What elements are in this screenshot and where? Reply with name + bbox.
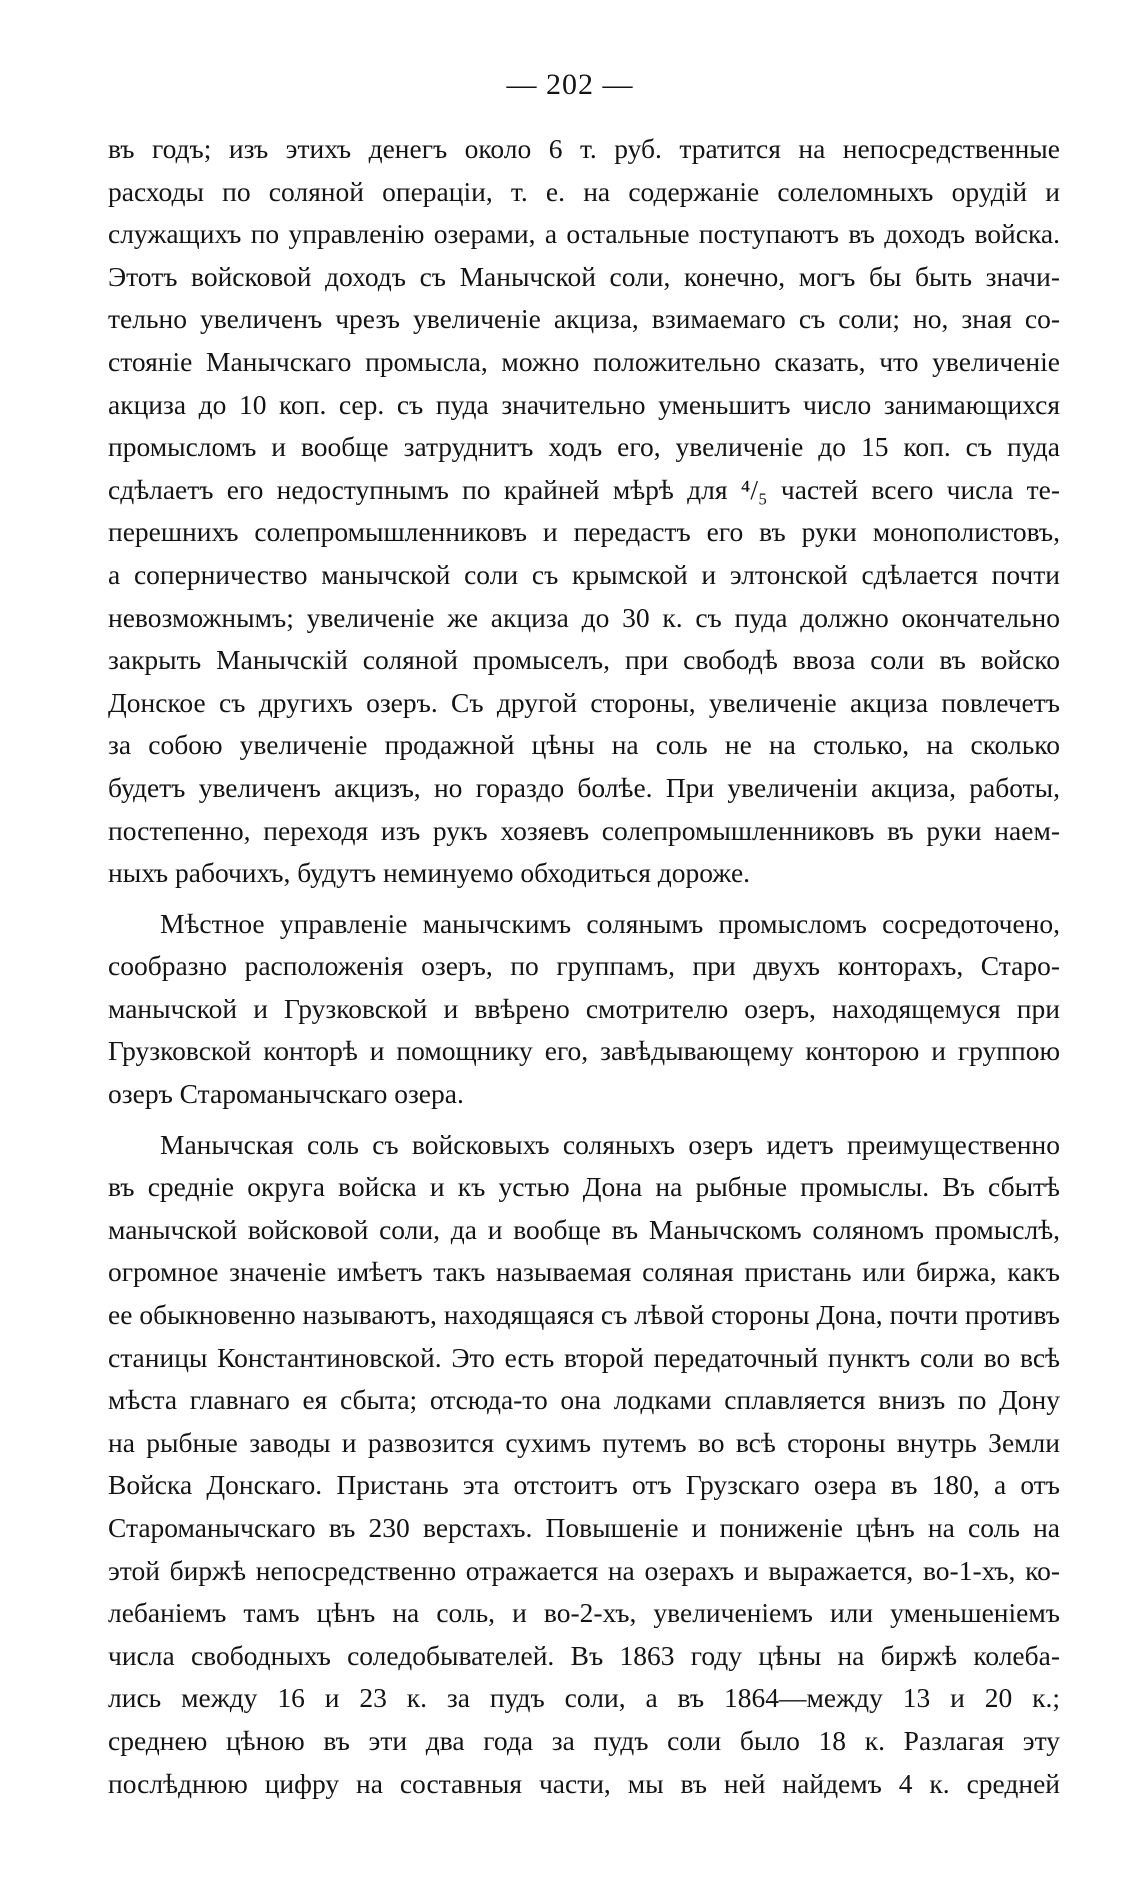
text-line: стояніе Манычскаго промысла, можно положительно сказать, что увеличеніе — [108, 345, 1060, 377]
text-line: Манычская соль съ войсковыхъ соляныхъ озеръ идетъ преимущественно — [160, 1128, 1060, 1160]
text-line: закрыть Манычскій соляной промыселъ, при свободѣ ввоза соли въ войско — [108, 644, 1060, 676]
text-line: огромное значеніе имѣетъ такъ называемая соляная пристань или биржа, какъ — [108, 1256, 1060, 1288]
text-line: служащихъ по управленію озерами, а остальные поступаютъ въ доходъ войска. — [108, 218, 1060, 250]
text-line: станицы Константиновской. Это есть второй передаточный пунктъ соли во всѣ — [108, 1341, 1060, 1373]
paragraph-gap — [108, 1116, 1060, 1124]
text-line: акциза до 10 коп. сер. съ пуда значительно уменьшитъ число занимающихся — [108, 388, 1060, 420]
text-line: числа свободныхъ соледобывателей. Въ 1863 году цѣны на биржѣ колеба- — [108, 1639, 1060, 1671]
paragraph-3 — [108, 1124, 1060, 1806]
paragraph-2 — [108, 903, 1060, 1116]
text-line: лебаніемъ тамъ цѣнъ на соль, и во-2-хъ, увеличеніемъ или уменьшеніемъ — [108, 1597, 1060, 1629]
text-line: на рыбные заводы и развозится сухимъ путемъ во всѣ стороны внутрь Земли — [108, 1426, 1060, 1458]
text-line: невозможнымъ; увеличеніе же акциза до 30 к. съ пуда должно окончательно — [108, 601, 1060, 633]
text-line: Староманычскаго въ 230 верстахъ. Повышеніе и пониженіе цѣнъ на соль на — [108, 1512, 1060, 1543]
text-line: Донское съ другихъ озеръ. Съ другой стороны, увеличеніе акциза повлечетъ — [108, 686, 1060, 718]
text-line: манычской войсковой соли, да и вообще въ Манычскомъ соляномъ промыслѣ, — [108, 1213, 1060, 1245]
text-line: озеръ Староманычскаго озера. — [108, 1078, 464, 1110]
text-line: сдѣлаетъ его недоступнымъ по крайней мѣрѣ для ⁴/₅ частей всего числа те- — [108, 473, 1060, 505]
body-text — [108, 128, 1060, 1805]
text-line: расходы по соляной операціи, т. е. на содержаніе солеломныхъ орудій и — [108, 175, 1060, 207]
text-line: манычской и Грузковской и ввѣрено смотрителю озеръ, находящемуся при — [108, 992, 1060, 1024]
text-line: въ годъ; изъ этихъ денегъ около 6 т. руб. тратится на непосредственные — [108, 133, 1060, 164]
paragraph-gap — [108, 895, 1060, 903]
text-line: будетъ увеличенъ акцизъ, но гораздо болѣе. При увеличеніи акциза, работы, — [108, 771, 1060, 803]
text-line: ее обыкновенно называютъ, находящаяся съ лѣвой стороны Дона, почти противъ — [108, 1299, 1060, 1331]
text-line: послѣднюю цифру на составныя части, мы въ ней найдемъ 4 к. средней — [108, 1767, 1060, 1799]
text-line: а соперничество манычской соли съ крымской и элтонской сдѣлается почти — [108, 558, 1060, 590]
text-line: сообразно расположенія озеръ, по группамъ, при двухъ конторахъ, Старо- — [108, 950, 1060, 982]
text-line: мѣста главнаго ея сбыта; отсюда-то она лодками сплавляется внизъ по Дону — [108, 1384, 1060, 1416]
text-line: Этотъ войсковой доходъ съ Манычской соли, конечно, могъ бы быть значи- — [108, 260, 1060, 292]
text-line: Мѣстное управленіе манычскимъ солянымъ промысломъ сосредоточено, — [160, 907, 1060, 939]
text-line: ныхъ рабочихъ, будутъ неминуемо обходиться дороже. — [108, 857, 751, 889]
text-line: промысломъ и вообще затруднитъ ходъ его, увеличеніе до 15 коп. съ пуда — [108, 431, 1060, 463]
text-line: въ средніе округа войска и къ устью Дона на рыбные промыслы. Въ сбытѣ — [108, 1171, 1060, 1203]
text-line: среднею цѣною въ эти два года за пудъ соли было 18 к. Разлагая эту — [108, 1724, 1060, 1756]
text-line: за собою увеличеніе продажной цѣны на соль не на столько, на сколько — [108, 729, 1060, 761]
text-line: постепенно, переходя изъ рукъ хозяевъ солепромышленниковъ въ руки наем- — [108, 814, 1060, 846]
paragraph-1 — [108, 128, 1060, 895]
text-line: Грузковской конторѣ и помощнику его, завѣдывающему конторою и группою — [108, 1035, 1060, 1067]
text-line: перешнихъ солепромышленниковъ и передастъ его въ руки монополистовъ, — [108, 516, 1060, 548]
text-line: Войска Донскаго. Пристань эта отстоитъ отъ Грузскаго озера въ 180, а отъ — [108, 1469, 1060, 1501]
page-number: — 202 — — [506, 68, 634, 101]
text-line: тельно увеличенъ чрезъ увеличеніе акциза, взимаемаго съ соли; но, зная со- — [108, 303, 1060, 335]
text-line: этой биржѣ непосредственно отражается на озерахъ и выражается, во-1-хъ, ко- — [108, 1554, 1060, 1586]
text-line: лись между 16 и 23 к. за пудъ соли, а въ 1864—между 13 и 20 к.; — [108, 1682, 1060, 1714]
